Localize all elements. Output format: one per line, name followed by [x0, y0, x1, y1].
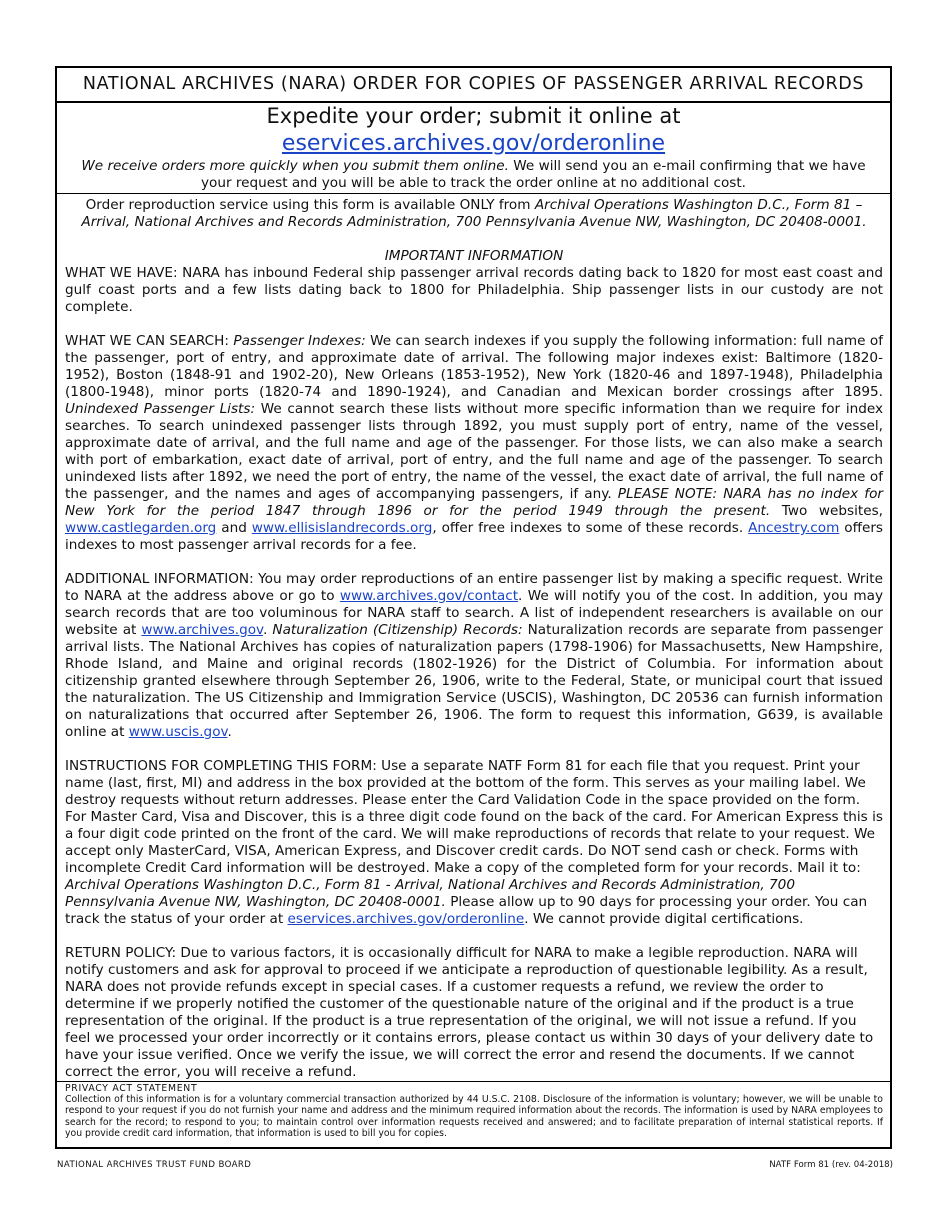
instructions-text-2: Please allow up to 90 days for processing your order. You can track the status of your order at — [65, 894, 868, 927]
search-text-4: and — [216, 520, 252, 536]
search-text-6: offers indexes to most passenger arrival records for a fee. — [65, 520, 884, 553]
information-body — [57, 194, 890, 1081]
expedite-heading: Expedite your order; submit it online at — [266, 104, 681, 128]
search-text-2: We cannot search these lists without more specific information than we require for index searches. To search unindexed passenger lists through 1892, you must supply port of entry, name of the vessel, approximate date of arrival, and the full name and age of the passenger. For those lists, we can also make a search with port of embarkation, exact date of arrival, port of entry, and the full name and age of the passenger. To search unindexed lists after 1892, we need the port of entry, the name of the vessel, the exact date of arrival, the full name of the passenger, and the names and ages of accompanying passengers, if any. — [65, 401, 884, 502]
naturalization-label: Naturalization (Citizenship) Records: — [272, 622, 523, 638]
archives-contact-link[interactable]: www.archives.gov/contact — [339, 588, 519, 604]
track-order-link[interactable]: eservices.archives.gov/orderonline — [287, 911, 525, 927]
order-online-link[interactable]: eservices.archives.gov/orderonline — [281, 131, 666, 156]
important-heading: IMPORTANT INFORMATION — [384, 248, 564, 264]
privacy-heading: PRIVACY ACT STATEMENT — [65, 1083, 198, 1094]
return-policy-paragraph — [65, 945, 883, 1081]
privacy-act-section — [57, 1081, 890, 1147]
archives-gov-link[interactable]: www.archives.gov — [141, 622, 264, 638]
unindexed-lists-label: Unindexed Passenger Lists: — [65, 401, 256, 417]
ancestry-link[interactable]: Ancestry.com — [748, 520, 840, 536]
uscis-link[interactable]: www.uscis.gov — [128, 724, 228, 740]
search-text-5: , offer free indexes to some of these records. — [432, 520, 749, 536]
additional-text-2: . We will notify you of the cost. In addition, you may search records that are too voluminous for NARA staff to search. A list of independent researchers is available on our website at — [65, 588, 883, 638]
additional-text-1: You may order reproductions of an entire passenger list by making a specific request. Write to NARA at the address above or go to — [65, 571, 883, 604]
additional-text-4: Naturalization records are separate from passenger arrival lists. The National Archives has copies of naturalization papers (1798-1906) for Massachusetts, New Hampshire, Rhode Island, and Maine and original records (1802-1926) for the District of Columbia. For information about citizenship granted elsewhere through September 26, 1906, write to the Federal, State, or municipal court that issued the naturalization. The US Citizenship and Immigration Service (USCIS), Washington, DC 20536 can furnish information on naturalizations that occurred after September 26, 1906. The form to request this information, G639, is available online at — [65, 622, 884, 740]
search-text-1: We can search indexes if you supply the following information: full name of the passenger, port of entry, and approximate date of arrival. The following major indexes exist: Baltimore (1820-1952), Boston (1848-91 and 1902-20), New Orleans (1853-1952), New York (1820-46 and 1897-1948), Philadelphia (1800-1948), minor ports (1820-74 and 1890-1924), and Canadian and Mexican border crossings after 1895. — [65, 333, 884, 400]
service-prefix: Order reproduction service using this form is available ONLY from — [85, 197, 535, 213]
footer-board-name: NATIONAL ARCHIVES TRUST FUND BOARD — [57, 1160, 252, 1170]
what-we-have-text: NARA has inbound Federal ship passenger arrival records dating back to 1820 for most east coast and gulf coast ports and a few lists dating back to 1800 for Philadelphia. Ship passenger lists in our custody are not complete. — [65, 265, 883, 315]
search-label: WHAT WE CAN SEARCH: — [65, 333, 229, 349]
additional-information-paragraph — [65, 571, 883, 741]
additional-label: ADDITIONAL INFORMATION: — [65, 571, 254, 587]
castlegarden-link[interactable]: www.castlegarden.org — [65, 520, 217, 536]
return-policy-label: RETURN POLICY: — [65, 945, 177, 961]
additional-text-3: . — [263, 622, 273, 638]
ellisisland-link[interactable]: www.ellisislandrecords.org — [251, 520, 433, 536]
instructions-text-1: Use a separate NATF Form 81 for each file that you request. Print your name (last, first, MI) and address in the box provided at the bottom of the form. This serves as your mailing label. We destroy requests without return addresses. Please enter the Card Validation Code in the space provided on the form. For Master Card, Visa and Discover, this is a three digit code found on the back of the card. For American Express this is a four digit code printed on the front of the card. We will make reproductions of records that relate to your request. We accept only MasterCard, VISA, American Express, and Discover credit cards. Do NOT send cash or check. Forms with incomplete Credit Card information will be destroyed. Make a copy of the completed form for your records. Mail it to: — [65, 758, 883, 876]
additional-text-5: . — [227, 724, 232, 740]
what-we-have-paragraph — [65, 265, 883, 316]
mailing-address: Archival Operations Washington D.C., Form 81 - Arrival, National Archives and Records Administration, 700 Pennsylvania Avenue NW, Washington, DC 20408-0001. — [65, 877, 795, 910]
expedite-note-text: We will send you an e-mail confirming that we have your request and you will be able to track the order online at no additional cost. — [200, 158, 866, 191]
instructions-label: INSTRUCTIONS FOR COMPLETING THIS FORM: — [65, 758, 377, 774]
instructions-text-3: . We cannot provide digital certifications. — [524, 911, 804, 927]
privacy-text: Collection of this information is for a voluntary commercial transaction authorized by 44 U.S.C. 2108. Disclosure of the information is voluntary; however, we will be unable to respond to your request if you do not furnish your name and address and the minimum required information about the records. The information is used by NARA employees to search for the record; to respond to you; to maintain control over information requests received and answered; and to facilitate preparation of internal statistical reports. If you provide credit card information, that information is used to bill you for copies. — [65, 1094, 883, 1139]
expedite-section — [57, 103, 890, 194]
service-address: Archival Operations Washington D.C., Form 81 – Arrival, National Archives and Records Administration, 700 Pennsylvania Avenue NW, Washington, DC 20408-0001. — [81, 197, 867, 230]
return-policy-text: Due to various factors, it is occasionally difficult for NARA to make a legible reproduction. NARA will notify customers and ask for approval to proceed if we anticipate a reproduction of questionable legibility. As a result, NARA does not provide refunds except in special cases. If a customer requests a refund, we review the order to determine if we properly notified the customer of the questionable nature of the original and if the product is a true representation of the original. If the product is a true representation of the original, we will not issue a refund. If you feel we processed your order incorrectly or it contains errors, please contact us within 30 days of your delivery date to have your issue verified. Once we verify the issue, we will correct the error and resend the documents. If we cannot correct the error, you will receive a refund. — [65, 945, 874, 1080]
please-note: PLEASE NOTE: NARA has no index for New York for the period 1847 through 1896 or for the period 1949 through the present. — [65, 486, 883, 519]
expedite-note — [65, 158, 882, 192]
form-title: NATIONAL ARCHIVES (NARA) ORDER FOR COPIES OF PASSENGER ARRIVAL RECORDS — [57, 68, 890, 103]
what-we-can-search-paragraph — [65, 333, 883, 554]
service-availability — [65, 197, 883, 231]
passenger-indexes-label: Passenger Indexes: — [233, 333, 366, 349]
instructions-paragraph — [65, 758, 883, 928]
order-form — [55, 66, 892, 1149]
footer-form-number: NATF Form 81 (rev. 04-2018) — [769, 1160, 893, 1170]
what-we-have-label: WHAT WE HAVE: — [65, 265, 178, 281]
expedite-note-emphasis: We receive orders more quickly when you submit them online. — [81, 158, 509, 174]
search-text-3: Two websites, — [770, 503, 883, 519]
